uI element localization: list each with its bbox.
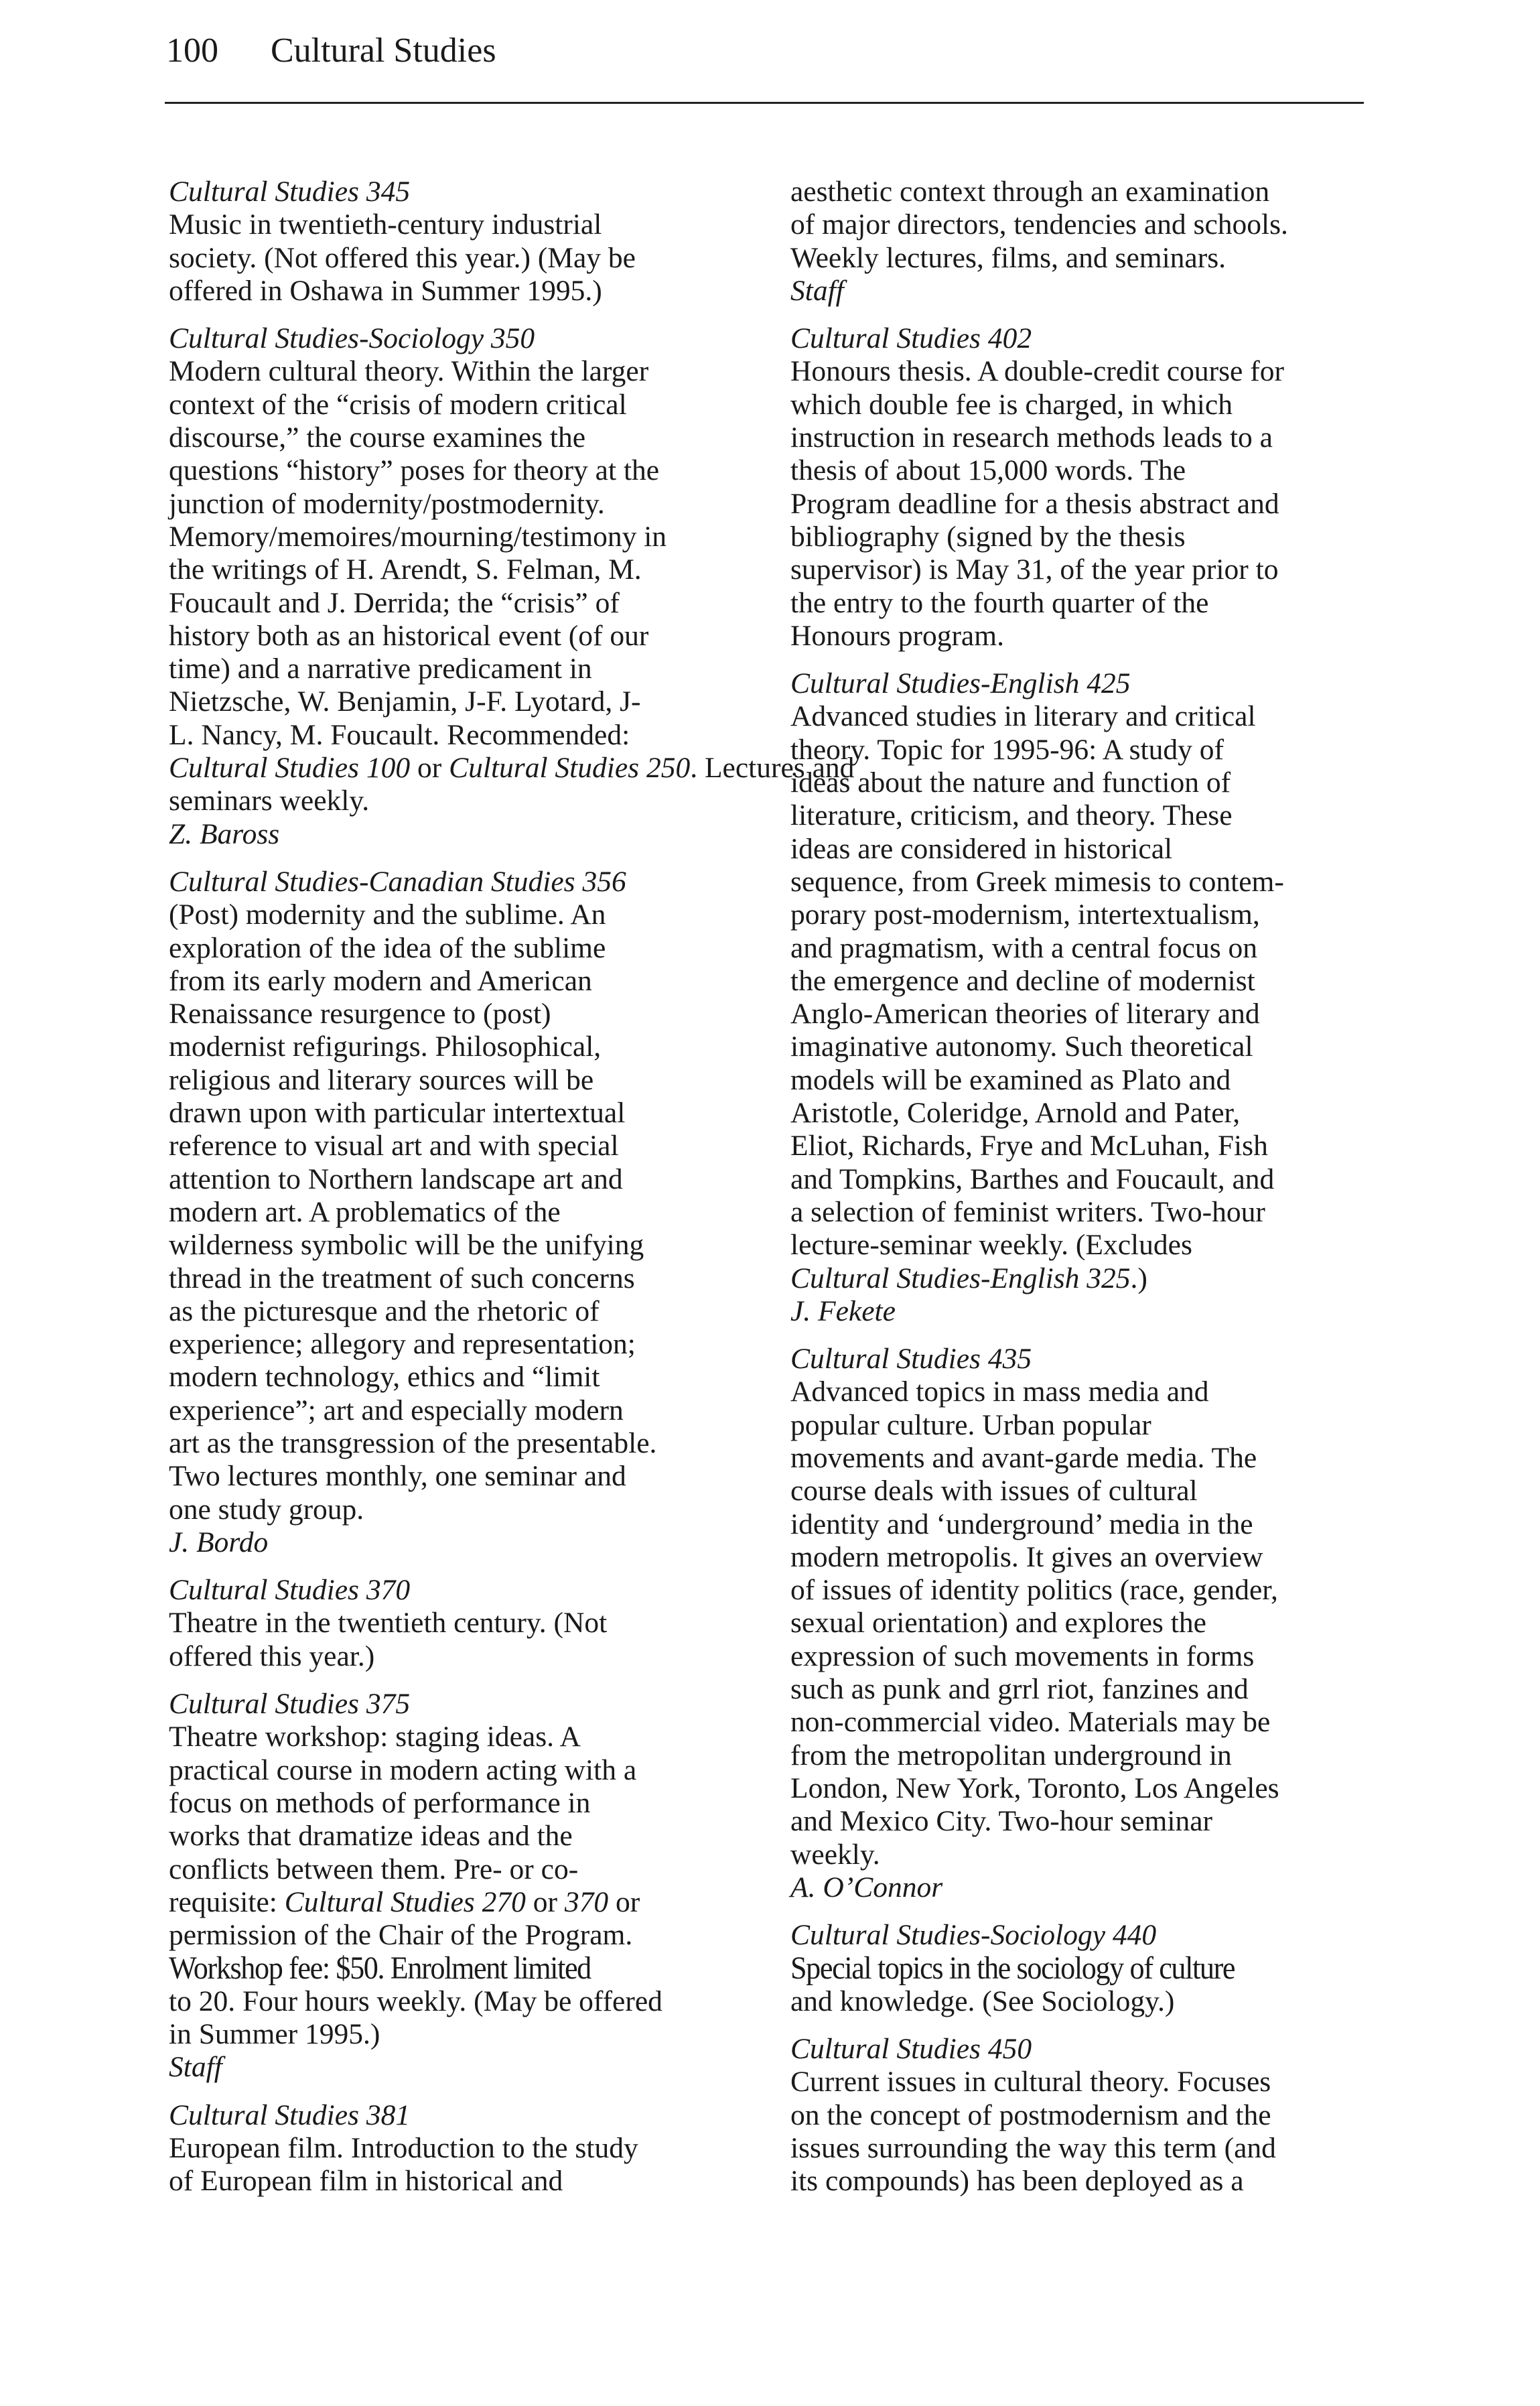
description-line: expression of such movements in forms [790,1640,1255,1672]
description-line: Memory/memoires/mourning/testimony in [169,520,667,553]
course-description [790,1952,1367,2018]
description-line: porary post-modernism, intertextualism, [790,898,1260,931]
ref-lead: requisite: [169,1885,285,1918]
description-line: modernist refigurings. Philosophical, [169,1030,602,1063]
course-title: Cultural Studies 402 [790,322,1032,355]
description-line: bibliography (signed by the thesis [790,520,1186,553]
course-description [169,1607,738,1673]
course-description [790,176,1367,275]
description-line: junction of modernity/postmodernity. [169,487,605,520]
course-entry-345 [169,176,738,308]
description-line: its compounds) has been deployed as a [790,2165,1244,2198]
right-column [790,176,1367,2213]
description-line: discourse,” the course examines the [169,421,586,454]
description-line: Two lectures monthly, one seminar and [169,1460,626,1493]
ref-tail: . Lectures and [690,752,855,785]
header-rule [165,102,1364,104]
description-line: Advanced topics in mass media and [790,1376,1209,1408]
description-line: and Mexico City. Two-hour seminar [790,1805,1213,1838]
instructor-name: Staff [790,274,844,307]
description-line: art as the transgression of the presentable. [169,1426,657,1459]
description-line: from the metropolitan underground in [790,1739,1232,1772]
description-line: thesis of about 15,000 words. The [790,454,1186,487]
description-line: permission of the Chair of the Program. [169,1919,633,1952]
description-line: experience; allegory and representation; [169,1328,636,1361]
ref-tail: or [608,1885,640,1918]
description-line: and Tompkins, Barthes and Foucault, and [790,1162,1275,1195]
description-line: exploration of the idea of the sublime [169,931,606,964]
description-line: conflicts between them. Pre- or co- [169,1853,579,1885]
instructor-name: J. Fekete [790,1294,896,1327]
description-line: religious and literary sources will be [169,1063,594,1096]
description-line: Renaissance resurgence to (post) [169,998,551,1030]
course-reference: Cultural Studies 250 [449,752,691,785]
course-description [790,2066,1367,2198]
course-reference: Cultural Studies 270 [284,1885,526,1918]
course-description [169,208,738,308]
course-entry-356 [169,866,738,1559]
description-line: aesthetic context through an examination [790,176,1270,208]
description-line: lecture-seminar weekly. (Excludes [790,1229,1192,1262]
description-line: the emergence and decline of modernist [790,964,1255,997]
course-reference: Cultural Studies 100 [169,752,411,785]
description-line [169,1886,738,1919]
description-line: focus on methods of performance in [169,1786,591,1819]
description-line: the writings of H. Arendt, S. Felman, M. [169,553,642,586]
description-line: seminars weekly. [169,785,370,817]
description-line: from its early modern and American [169,964,592,997]
course-entry-375 [169,1688,738,2084]
description-line: (Post) modernity and the sublime. An [169,898,606,931]
description-line: Program deadline for a thesis abstract and [790,487,1279,520]
description-line: in Summer 1995.) [169,2018,380,2051]
course-title: Cultural Studies 375 [169,1688,411,1721]
description-line: of issues of identity politics (race, gender, [790,1574,1278,1607]
description-line: sequence, from Greek mimesis to contem- [790,865,1284,898]
course-entry-381-continued [790,176,1367,308]
course-description [790,1376,1367,1871]
description-line: wilderness symbolic will be the unifying [169,1229,644,1262]
description-line: experience”; art and especially modern [169,1394,624,1426]
description-line: modern technology, ethics and “limit [169,1361,600,1394]
description-line: Aristotle, Coleridge, Arnold and Pater, [790,1097,1241,1130]
description-line: history both as an historical event (of our [169,619,649,652]
instructor-name: J. Bordo [169,1526,269,1558]
description-line: Advanced studies in literary and critical [790,700,1256,733]
course-entry-402 [790,322,1367,653]
description-line: on the concept of postmodernism and the [790,2098,1271,2131]
description-line: time) and a narrative predicament in [169,653,592,685]
course-entry-370 [169,1574,738,1673]
course-title: Cultural Studies-Canadian Studies 356 [169,865,626,898]
description-line: instruction in research methods leads to a [790,421,1273,454]
course-entry-350 [169,322,855,851]
page-number: 100 [166,31,218,70]
course-reference: Cultural Studies-English 325 [790,1262,1131,1294]
course-title: Cultural Studies 345 [169,176,411,208]
description-line: Honours program. [790,619,1004,652]
description-line: models will be examined as Plato and [790,1063,1231,1096]
description-line: the entry to the fourth quarter of the [790,586,1209,619]
course-title: Cultural Studies-English 425 [790,667,1131,700]
description-line: imaginative autonomy. Such theoretical [790,1030,1253,1063]
description-line: Weekly lectures, films, and seminars. [790,241,1227,274]
instructor-name: Z. Baross [169,817,280,850]
section-title: Cultural Studies [271,31,496,70]
description-line: questions “history” poses for theory at the [169,454,660,487]
description-line: European film. Introduction to the study [169,2131,638,2164]
description-line: attention to Northern landscape art and [169,1162,623,1195]
description-line: thread in the treatment of such concerns [169,1262,635,1294]
description-line: Foucault and J. Derrida; the “crisis” of [169,586,620,619]
course-title: Cultural Studies-Sociology 440 [790,1919,1157,1952]
course-description [790,700,1367,1294]
running-head [166,24,496,78]
course-entry-440 [790,1919,1367,2018]
description-line: of European film in historical and [169,2165,563,2198]
course-entry-425 [790,667,1367,1328]
course-description [169,898,738,1526]
description-line: literature, criticism, and theory. These [790,799,1233,832]
description-line: Current issues in cultural theory. Focuses [790,2066,1271,2098]
description-line: Music in twentieth-century industrial [169,208,602,241]
description-line: Theatre workshop: staging ideas. A [169,1721,581,1753]
description-line: context of the “crisis of modern critical [169,388,627,421]
description-line: ideas about the nature and function of [790,766,1231,799]
description-line: popular culture. Urban popular [790,1408,1151,1441]
description-line: society. (Not offered this year.) (May be [169,241,636,274]
description-line: weekly. [790,1838,880,1871]
description-line: Theatre in the twentieth century. (Not [169,1607,608,1640]
description-line: Modern cultural theory. Within the larger [169,355,649,388]
course-description [169,2132,738,2198]
description-line: Special topics in the sociology of culture [790,1950,1235,1987]
ref-joiner: or [410,752,449,785]
course-entry-381 [169,2099,738,2198]
description-line: a selection of feminist writers. Two-hour [790,1195,1265,1228]
description-line: as the picturesque and the rhetoric of [169,1294,600,1327]
description-line: sexual orientation) and explores the [790,1607,1206,1640]
course-title: Cultural Studies 370 [169,1574,411,1607]
description-line: such as punk and grrl riot, fanzines and [790,1673,1249,1706]
course-description [790,355,1367,653]
description-line: Honours thesis. A double-credit course for [790,355,1284,388]
description-line: one study group. [169,1493,364,1526]
description-line: modern metropolis. It gives an overview [790,1540,1263,1573]
description-line [169,752,855,785]
course-description [169,355,855,817]
instructor-name: A. O’Connor [790,1871,943,1903]
description-line: issues surrounding the way this term (and [790,2131,1276,2164]
course-title: Cultural Studies 450 [790,2033,1032,2066]
description-line: works that dramatize ideas and the [169,1820,573,1853]
description-line: movements and avant-garde media. The [790,1441,1257,1474]
instructor-name: Staff [169,2051,222,2084]
description-line: modern art. A problematics of the [169,1195,561,1228]
description-line: ideas are considered in historical [790,832,1173,865]
description-line: Workshop fee: $50. Enrolment limited [169,1950,591,1987]
course-reference: 370 [564,1885,609,1918]
ref-joiner: or [525,1885,565,1918]
ref-tail: .) [1130,1262,1147,1294]
description-line: Eliot, Richards, Frye and McLuhan, Fish [790,1130,1268,1162]
description-line: identity and ‘underground’ media in the [790,1508,1253,1540]
course-title: Cultural Studies 381 [169,2098,411,2131]
description-line: theory. Topic for 1995-96: A study of [790,733,1224,766]
course-entry-450 [790,2033,1367,2198]
description-line: offered in Oshawa in Summer 1995.) [169,274,602,307]
description-line: to 20. Four hours weekly. (May be offered [169,1985,662,2017]
description-line: London, New York, Toronto, Los Angeles [790,1772,1279,1804]
course-title: Cultural Studies 435 [790,1343,1032,1376]
description-line: Nietzsche, W. Benjamin, J-F. Lyotard, J- [169,685,641,718]
description-line: reference to visual art and with special [169,1130,619,1162]
course-entry-435 [790,1343,1367,1904]
description-line: practical course in modern acting with a [169,1753,637,1786]
description-line: and pragmatism, with a central focus on [790,931,1257,964]
description-line: offered this year.) [169,1640,375,1672]
description-line: non-commercial video. Materials may be [790,1706,1271,1739]
description-line: supervisor) is May 31, of the year prior to [790,553,1279,586]
description-line: which double fee is charged, in which [790,388,1233,421]
course-title: Cultural Studies-Sociology 350 [169,322,535,355]
description-line: and knowledge. (See Sociology.) [790,1985,1175,2017]
description-line: L. Nancy, M. Foucault. Recommended: [169,718,630,751]
course-description [169,1721,738,2051]
description-line: course deals with issues of cultural [790,1475,1198,1508]
description-line: Anglo-American theories of literary and [790,998,1260,1030]
description-line: drawn upon with particular intertextual [169,1097,626,1130]
description-line: of major directors, tendencies and schools. [790,208,1288,241]
description-line [790,1262,1367,1295]
